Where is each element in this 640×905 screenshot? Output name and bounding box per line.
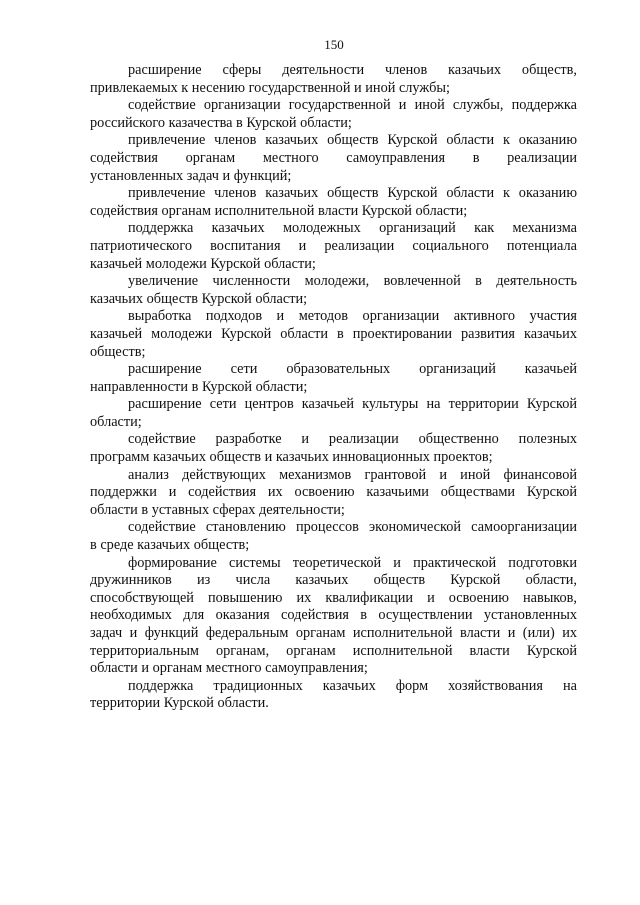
paragraph [90, 185, 577, 220]
paragraph-line: патриотического воспитания и реализации социального потенциала [90, 237, 577, 254]
document-body [90, 62, 577, 713]
paragraph-line: содействие организации государственной и иной службы, поддержка [128, 97, 577, 114]
paragraph [90, 273, 577, 308]
paragraph-line: содействие разработке и реализации общественно полезных [128, 431, 577, 448]
paragraph [90, 62, 577, 97]
paragraph-line: казачьих обществ Курской области; [90, 290, 308, 307]
paragraph-line: формирование системы теоретической и практической подготовки [128, 554, 577, 571]
paragraph [90, 431, 577, 466]
paragraph-line: привлечение членов казачьих обществ Курской области к оказанию [128, 185, 577, 202]
paragraph-line: содействия органам исполнительной власти Курской области; [90, 202, 468, 219]
paragraph-line: области в уставных сферах деятельности; [90, 501, 345, 518]
paragraph-line: расширение сферы деятельности членов казачьих обществ, [128, 62, 577, 78]
page-number: 150 [324, 37, 344, 52]
paragraph [90, 555, 577, 678]
paragraph-line: расширение сети центров казачьей культуры на территории Курской [128, 396, 577, 413]
paragraph-line: задач и функций федеральным органам исполнительной власти и (или) их [90, 625, 577, 641]
paragraph-line: поддержка казачьих молодежных организаций как механизма [128, 220, 577, 237]
paragraph-line: территории Курской области. [90, 695, 269, 712]
paragraph-line: казачьей молодежи Курской области в проектировании развития казачьих [90, 325, 577, 342]
paragraph-line: увеличение численности молодежи, вовлеченной в деятельность [128, 273, 577, 290]
paragraph-line: территориальным органам, органам исполнительной власти Курской [90, 642, 577, 659]
paragraph [90, 220, 577, 273]
paragraph-line: расширение сети образовательных организаций казачьей [128, 361, 577, 378]
paragraph-line: содействие становлению процессов экономической самоорганизации [128, 519, 577, 536]
paragraph [90, 396, 577, 431]
paragraph-line: поддержки и содействия их освоению казачьими обществами Курской [90, 484, 577, 501]
paragraph-line: области и органам местного самоуправления; [90, 660, 368, 677]
paragraph-line: в среде казачьих обществ; [90, 537, 250, 554]
paragraph [90, 467, 577, 520]
paragraph-line: российского казачества в Курской области; [90, 114, 352, 131]
paragraph [90, 308, 577, 361]
paragraph-line: области; [90, 413, 142, 430]
paragraph-line: способствующей повышению их квалификации и освоению навыков, [90, 589, 577, 606]
paragraph [90, 132, 577, 185]
paragraph-line: выработка подходов и методов организации активного участия [128, 308, 577, 325]
paragraph-line: дружинников из числа казачьих обществ Курской области, [90, 572, 577, 589]
paragraph [90, 361, 577, 396]
paragraph-line: содействия органам местного самоуправления в реализации [90, 149, 577, 166]
paragraph-line: направленности в Курской области; [90, 378, 308, 395]
paragraph-line: анализ действующих механизмов грантовой и иной финансовой [128, 466, 577, 483]
paragraph-line: привлекаемых к несению государственной и иной службы; [90, 79, 450, 96]
paragraph-line: привлечение членов казачьих обществ Курской области к оказанию [128, 132, 577, 149]
paragraph [90, 97, 577, 132]
paragraph-line: установленных задач и функций; [90, 167, 292, 184]
paragraph-line: поддержка традиционных казачьих форм хозяйствования на [128, 677, 577, 694]
paragraph-line: необходимых для оказания содействия в осуществлении установленных [90, 607, 577, 624]
paragraph [90, 678, 577, 713]
paragraph [90, 519, 577, 554]
paragraph-line: обществ; [90, 343, 146, 360]
paragraph-line: казачьей молодежи Курской области; [90, 255, 316, 272]
paragraph-line: программ казачьих обществ и казачьих инновационных проектов; [90, 449, 493, 466]
